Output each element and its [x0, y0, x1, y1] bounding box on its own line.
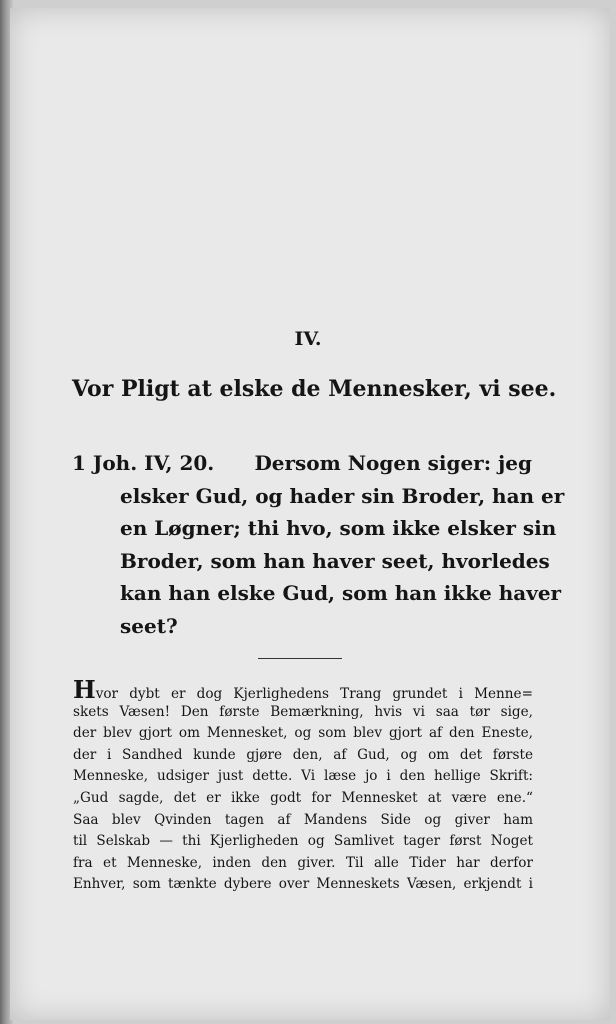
scripture-line: elsker Gud, og hader sin Broder, han er: [120, 483, 565, 508]
section-divider: [258, 658, 342, 659]
body-line: Saa blev Qvinden tagen af Mandens Side og giver ham: [73, 811, 533, 828]
body-line: [73, 675, 533, 704]
chapter-number: IV.: [294, 328, 322, 350]
scripture-line: kan han elske Gud, som han ikke haver: [120, 581, 562, 606]
body-line: fra et Menneske, inden den giver. Til alle Tider har derfor: [73, 854, 533, 871]
body-line: Enhver, som tænkte dybere over Menneskets Væsen, erkjendt i: [73, 876, 533, 893]
body-line: skets Væsen! Den første Bemærkning, hvis vi saa tør sige,: [73, 703, 533, 720]
scripture-text: Dersom Nogen siger: jeg: [254, 451, 532, 475]
chapter-title: Vor Pligt at elske de Mennesker, vi see.: [72, 376, 557, 402]
scripture-line: en Løgner; thi hvo, som ikke elsker sin: [120, 516, 557, 541]
scripture-line: [72, 447, 532, 480]
scripture-reference: 1 Joh. IV, 20.: [72, 451, 215, 475]
body-line: der blev gjort om Mennesket, og som blev gjort af den Eneste,: [73, 725, 533, 742]
body-paragraph: [73, 675, 533, 896]
body-line-text: vor dybt er dog Kjerlighedens Trang grundet i Menne=: [95, 686, 533, 702]
scripture-line: seet?: [120, 613, 178, 638]
scripture-line: Broder, som han haver seet, hvorledes: [120, 548, 550, 573]
body-line: Menneske, udsiger just dette. Vi læse jo i den hellige Skrift:: [73, 768, 533, 785]
drop-cap: H: [73, 675, 96, 704]
body-line: der i Sandhed kunde gjøre den, af Gud, og om det første: [73, 746, 533, 763]
scripture-quote: [72, 447, 565, 643]
body-line: til Selskab — thi Kjerligheden og Samlivet tager først Noget: [73, 833, 533, 850]
body-line: „Gud sagde, det er ikke godt for Mennesket at være ene.“: [73, 789, 533, 806]
